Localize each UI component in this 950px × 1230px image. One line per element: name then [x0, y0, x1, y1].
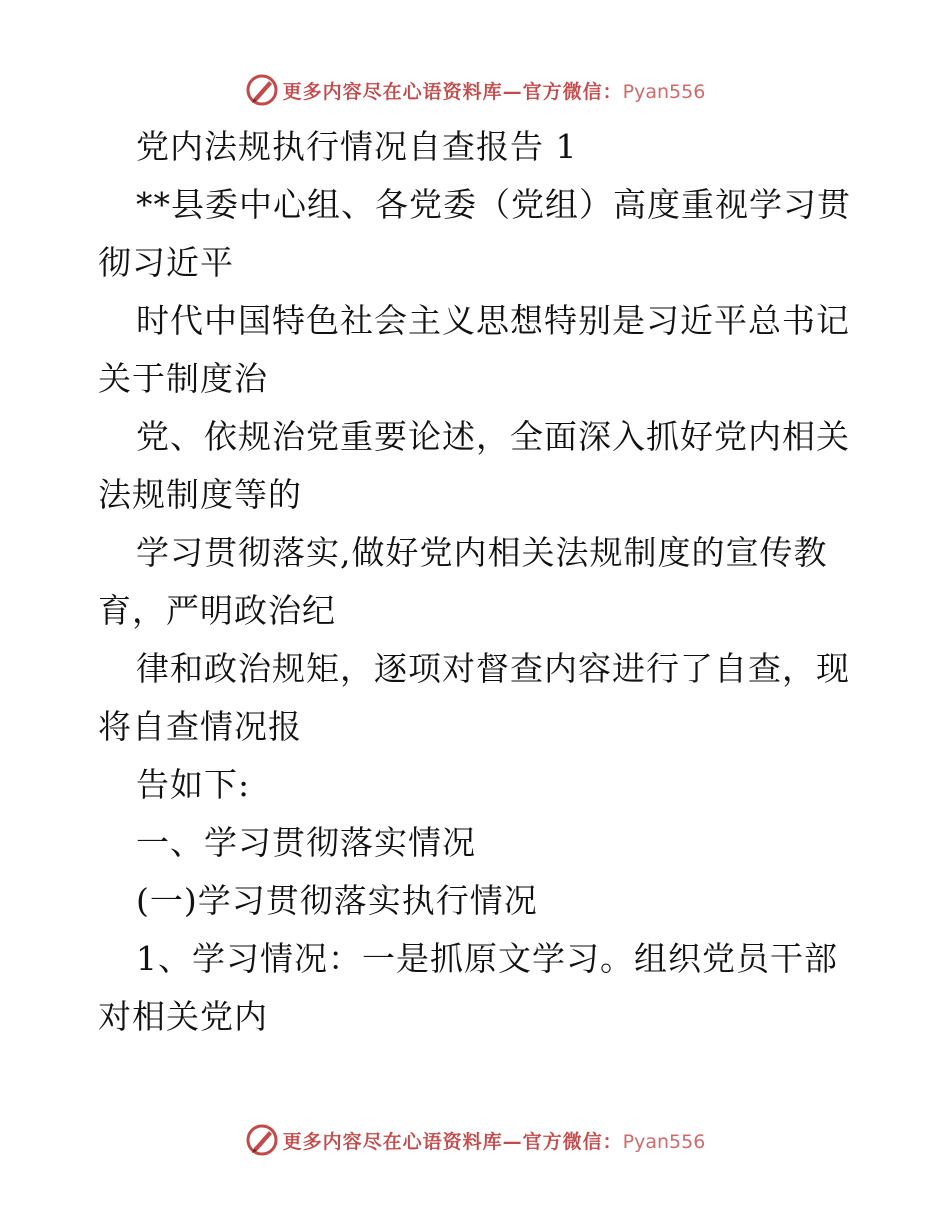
paragraph-line: 对相关党内 — [98, 997, 268, 1036]
subsection-heading: (一)学习贯彻落实执行情况 — [136, 881, 538, 920]
paragraph-line: 育，严明政治纪 — [98, 591, 336, 630]
paragraph-line: 彻习近平 — [98, 243, 234, 282]
wechat-id: Pyan556 — [622, 80, 706, 103]
paragraph-line: 学习贯彻落实,做好党内相关法规制度的宣传教 — [136, 533, 828, 572]
pen-logo-icon — [245, 73, 279, 107]
footer-banner — [0, 1120, 950, 1160]
paragraph-line: 党、依规治党重要论述，全面深入抓好党内相关 — [136, 417, 850, 456]
paragraph-line: 关于制度治 — [98, 359, 268, 398]
header-banner — [0, 70, 950, 110]
paragraph-line: 律和政治规矩，逐项对督查内容进行了自查，现 — [136, 649, 850, 688]
section-heading: 一、学习贯彻落实情况 — [136, 823, 476, 862]
paragraph-line: 1、学习情况：一是抓原文学习。组织党员干部 — [136, 939, 838, 978]
header-banner-text: 更多内容尽在心语资料库—官方微信：Pyan556 — [282, 80, 706, 103]
footer-banner-text: 更多内容尽在心语资料库—官方微信：Pyan556 — [282, 1130, 706, 1153]
paragraph-line: 时代中国特色社会主义思想特别是习近平总书记 — [136, 301, 850, 340]
paragraph-line: **县委中心组、各党委（党组）高度重视学习贯 — [136, 185, 851, 224]
paragraph-line: 将自查情况报 — [98, 707, 302, 746]
wechat-id: Pyan556 — [622, 1130, 706, 1153]
paragraph-line: 法规制度等的 — [98, 475, 302, 514]
paragraph-line: 告如下: — [136, 765, 251, 804]
doc-title: 党内法规执行情况自查报告 1 — [136, 127, 578, 166]
document-body — [98, 118, 858, 1046]
pen-logo-icon — [245, 1123, 279, 1157]
